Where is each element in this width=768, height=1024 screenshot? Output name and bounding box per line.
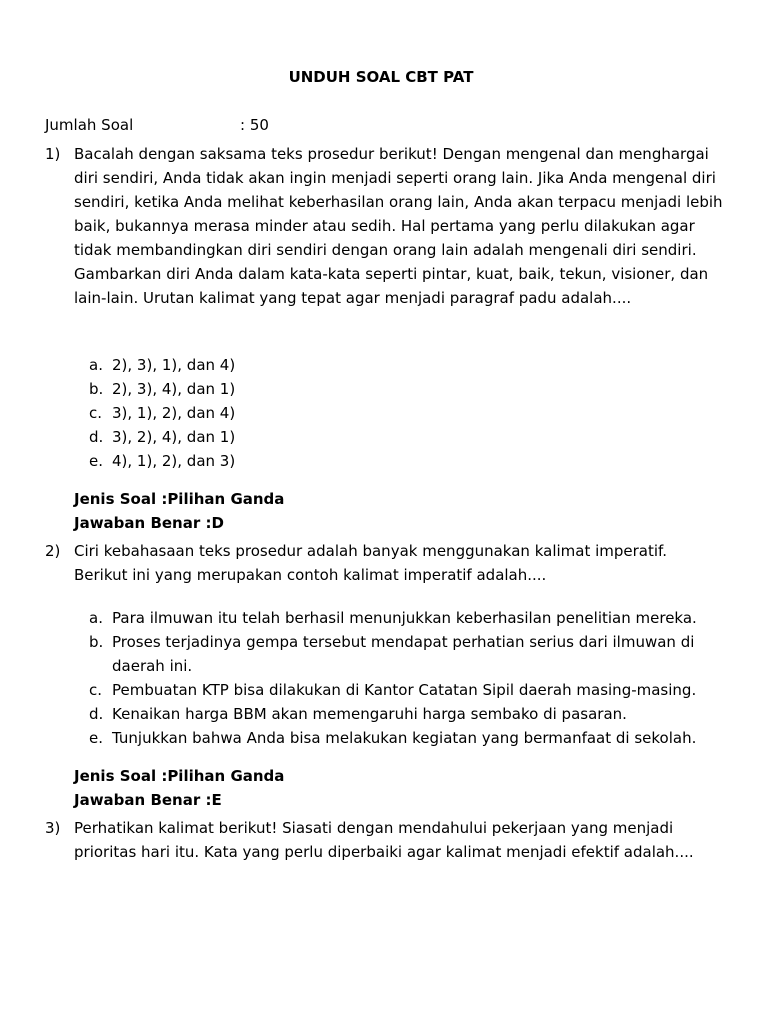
question-text: Ciri kebahasaan teks prosedur adalah banyak menggunakan kalimat imperatif. Berikut ini yang merupakan contoh kalimat imperatif adalah.... (74, 542, 667, 584)
option-letter: d. (89, 428, 104, 446)
option-item (89, 726, 729, 750)
option-item (89, 678, 729, 702)
option-letter: d. (89, 705, 104, 723)
option-item (89, 377, 729, 401)
option-letter: c. (89, 681, 103, 699)
question-type: Jenis Soal :Pilihan Ganda (74, 490, 285, 508)
option-letter: e. (89, 729, 103, 747)
option-letter: e. (89, 452, 103, 470)
option-item (89, 630, 729, 678)
question-number: 1) (45, 145, 61, 163)
option-letter: b. (89, 380, 104, 398)
option-item (89, 425, 729, 449)
question-text: Perhatikan kalimat berikut! Siasati dengan mendahului pekerjaan yang menjadi prioritas hari itu. Kata yang perlu diperbaiki agar kalimat menjadi efektif adalah.... (74, 819, 694, 861)
option-item (89, 702, 729, 726)
question-count-value: : 50 (240, 116, 269, 134)
option-letter: c. (89, 404, 103, 422)
option-item (89, 353, 729, 377)
question-text: Bacalah dengan saksama teks prosedur berikut! Dengan mengenal dan menghargai diri sendiri, Anda tidak akan ingin menjadi seperti orang lain. Jika Anda mengenal diri sendiri, ketika Anda melihat keberhasilan orang lain, Anda akan terpacu menjadi lebih baik, bukannya merasa minder atau sedih. Hal pertama yang perlu dilakukan agar tidak membandingkan diri sendiri dengan orang lain adalah mengenali diri sendiri. Gambarkan diri Anda dalam kata-kata seperti pintar, kuat, baik, tekun, visioner, dan lain-lain. Urutan kalimat yang tepat agar menjadi paragraf padu adalah.... (74, 145, 723, 307)
correct-answer: Jawaban Benar :E (74, 791, 222, 809)
page-title: UNDUH SOAL CBT PAT (288, 68, 474, 86)
option-text: 2), 3), 1), dan 4) (112, 356, 236, 374)
option-text: 4), 1), 2), dan 3) (112, 452, 236, 470)
question-count-label: Jumlah Soal (45, 116, 134, 134)
correct-answer: Jawaban Benar :D (74, 514, 224, 532)
option-letter: b. (89, 633, 104, 651)
option-text: Pembuatan KTP bisa dilakukan di Kantor Catatan Sipil daerah masing-masing. (112, 681, 697, 699)
option-list (89, 606, 729, 750)
option-text: Proses terjadinya gempa tersebut mendapat perhatian serius dari ilmuwan di daerah ini. (112, 633, 695, 675)
option-item (89, 606, 729, 630)
option-letter: a. (89, 356, 103, 374)
question-number: 3) (45, 819, 61, 837)
question-1 (45, 142, 725, 310)
option-list (89, 353, 729, 473)
option-text: Kenaikan harga BBM akan memengaruhi harga sembako di pasaran. (112, 705, 627, 723)
option-letter: a. (89, 609, 103, 627)
option-text: 3), 1), 2), dan 4) (112, 404, 236, 422)
option-text: Tunjukkan bahwa Anda bisa melakukan kegiatan yang bermanfaat di sekolah. (112, 729, 697, 747)
question-count-row (45, 115, 269, 135)
option-text: 3), 2), 4), dan 1) (112, 428, 236, 446)
option-text: Para ilmuwan itu telah berhasil menunjukkan keberhasilan penelitian mereka. (112, 609, 697, 627)
option-text: 2), 3), 4), dan 1) (112, 380, 236, 398)
option-item (89, 401, 729, 425)
question-type: Jenis Soal :Pilihan Ganda (74, 767, 285, 785)
option-item (89, 449, 729, 473)
question-2 (45, 539, 725, 587)
question-3 (45, 816, 725, 864)
question-number: 2) (45, 542, 61, 560)
